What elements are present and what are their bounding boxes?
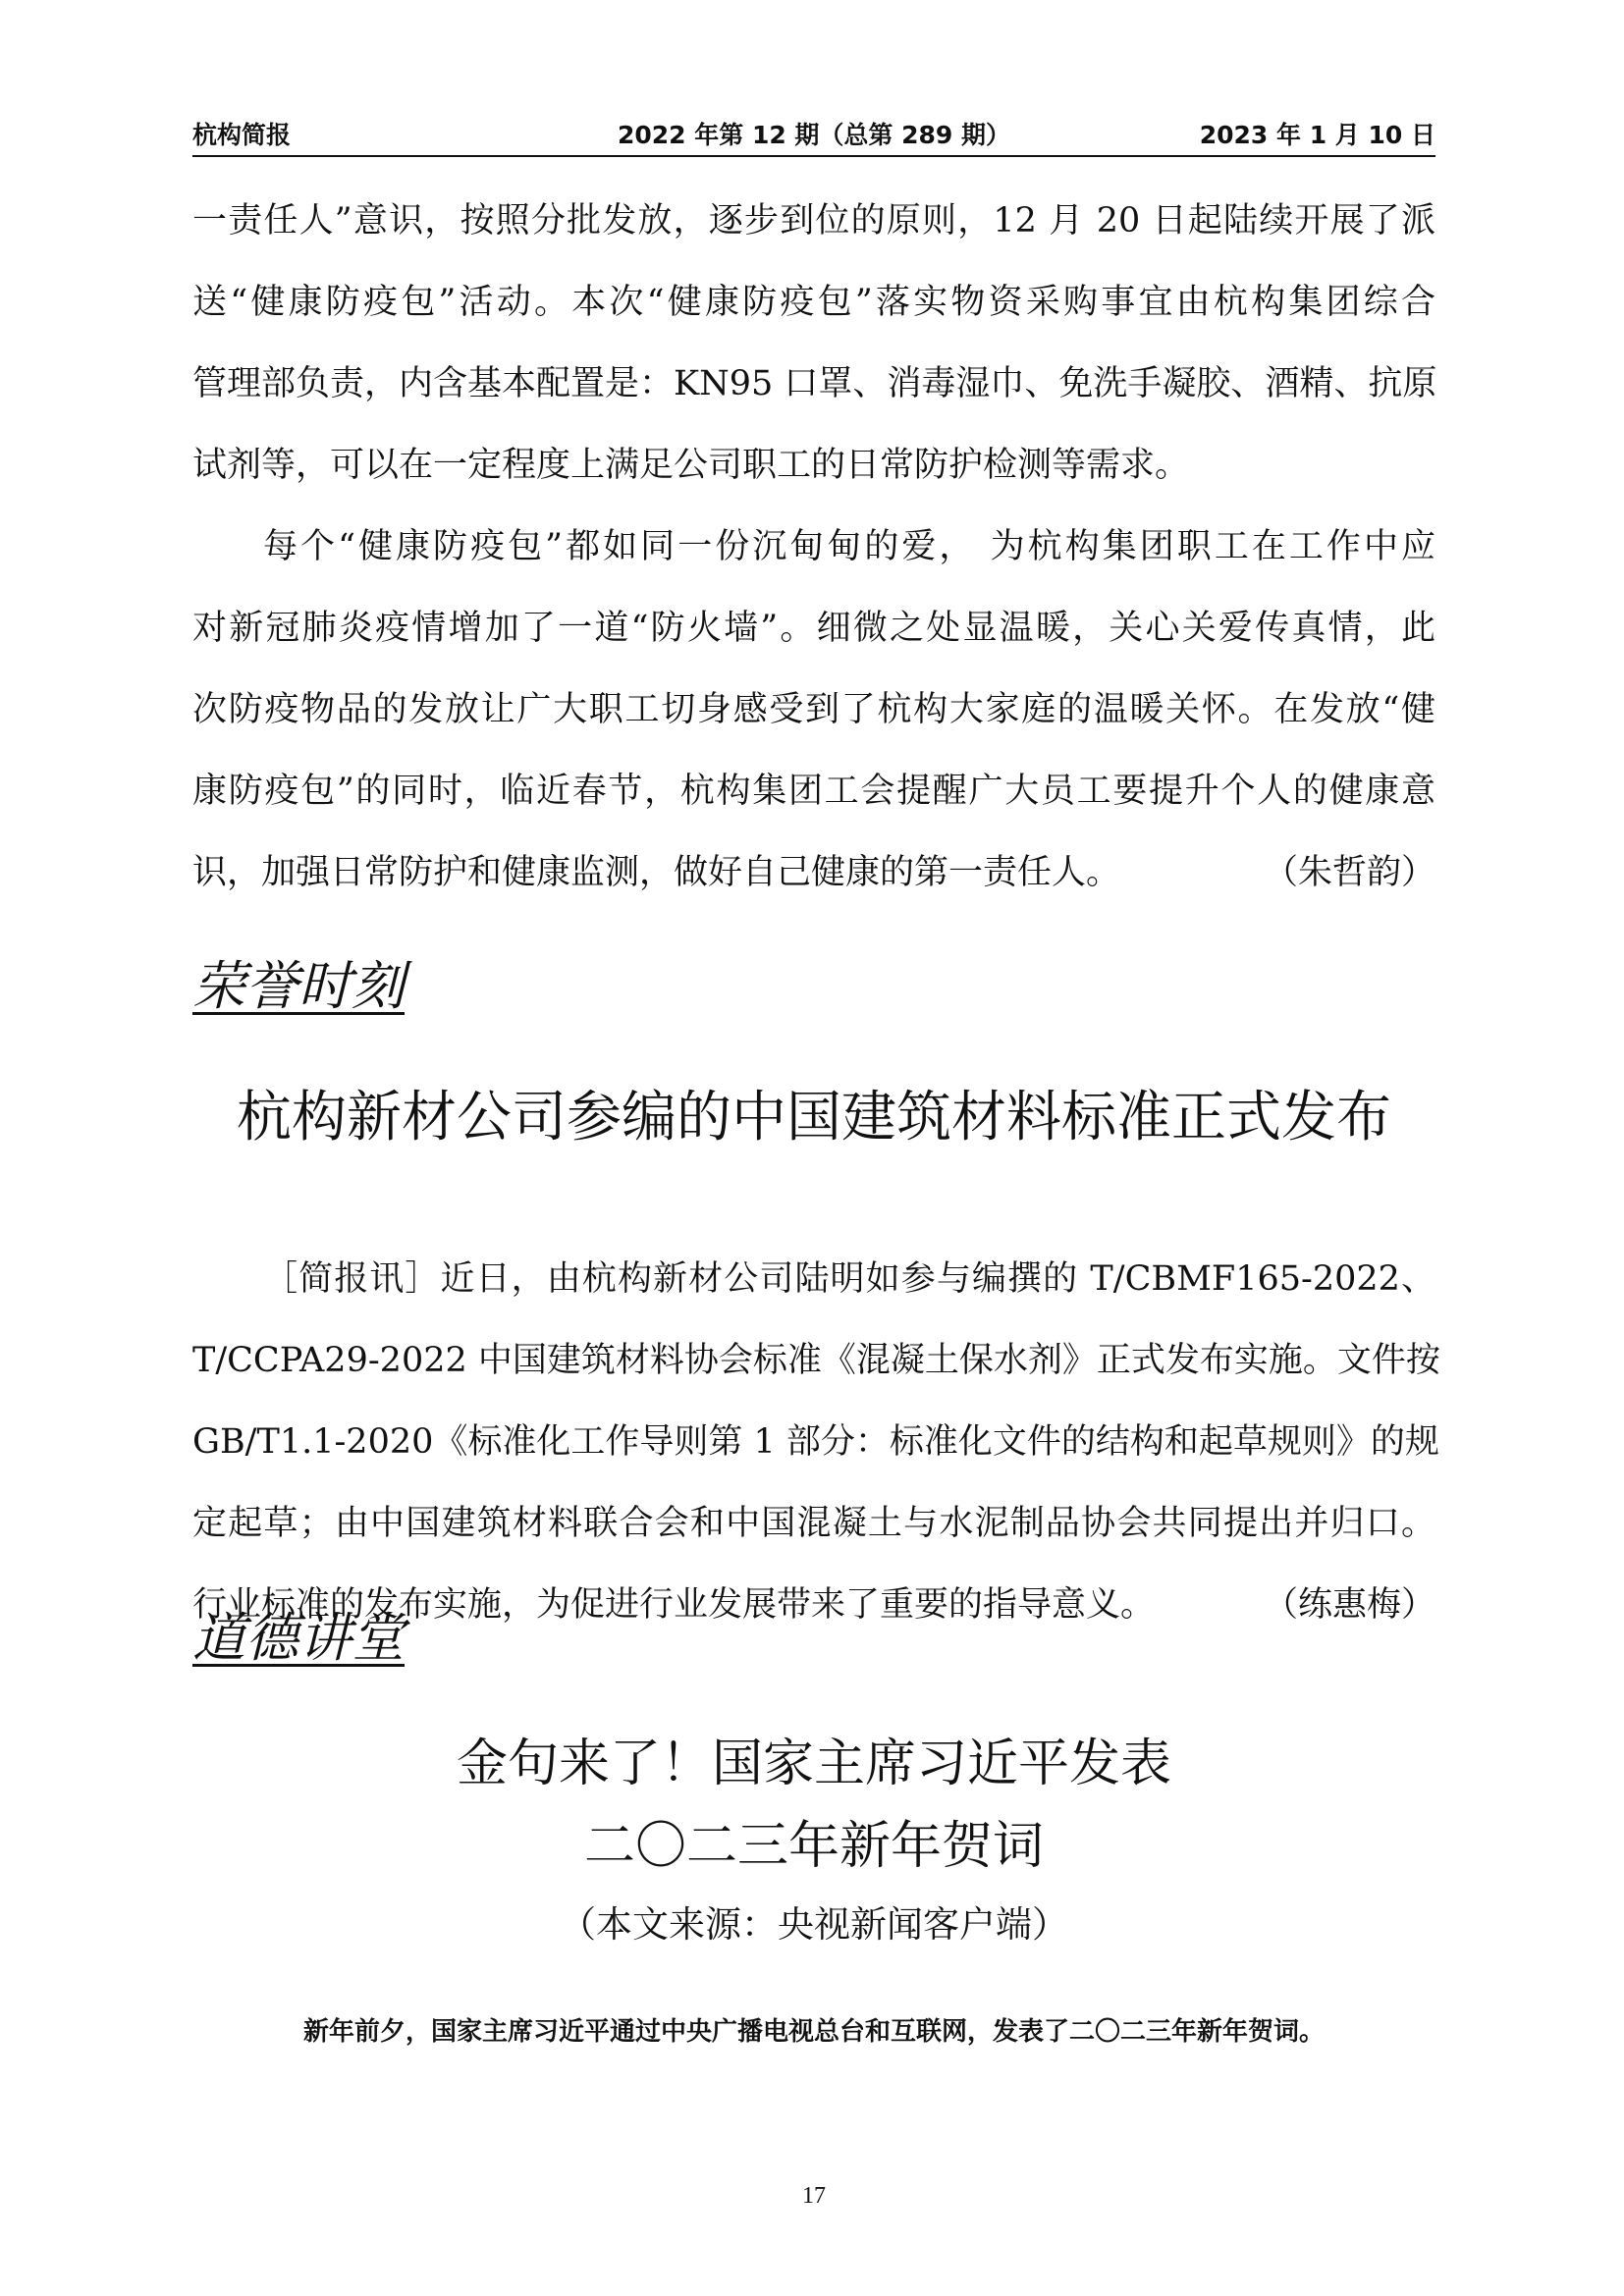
header-issue-number: 2022 年第 12 期（总第 289 期） (617, 121, 1011, 149)
paragraph-line: GB/T1.1-2020《标准化工作导则第 1 部分：标准化文件的结构和起草规则》的规 (192, 1422, 1439, 1462)
author-signature: （朱哲韵） (1263, 853, 1435, 892)
header-date: 2023 年 1 月 10 日 (1199, 121, 1435, 149)
article-continuation (192, 181, 1435, 914)
paragraph-line: 管理部负责，内含基本配置是：KN95 口罩、消毒湿巾、免洗手凝胶、酒精、抗原 (192, 364, 1437, 403)
paragraph-line: 试剂等，可以在一定程度上满足公司职工的日常防护检测等需求。 (192, 446, 1190, 485)
paragraph-line: 行业标准的发布实施，为促进行业发展带来了重要的指导意义。 (192, 1585, 1156, 1625)
article-source: （本文来源：央视新闻客户端） (560, 1903, 1068, 1946)
paragraph-line: 每个“健康防疫包”都如同一份沉甸甸的爱， 为杭构集团职工在工作中应 (263, 527, 1435, 566)
article-title-standard: 杭构新材公司参编的中国建筑材料标准正式发布 (237, 1086, 1391, 1149)
section-heading-honor: 荣誉时刻 (192, 955, 405, 1017)
paragraph-line-with-signature (192, 832, 1435, 914)
paragraph-line: T/CCPA29-2022 中国建筑材料协会标准《混凝土保水剂》正式发布实施。文件按 (192, 1341, 1440, 1380)
paragraph-line: ［简报讯］近日，由杭构新材公司陆明如参与编撰的 T/CBMF165-2022、 (263, 1259, 1435, 1299)
page-number: 17 (802, 2183, 826, 2209)
article-title-line2: 二〇二三年新年贺词 (583, 1817, 1044, 1876)
newsletter-page (192, 98, 1440, 2258)
paragraph-line: 定起草；由中国建筑材料联合会和中国混凝土与水泥制品协会共同提出并归口。 (192, 1504, 1435, 1543)
header-publication-name: 杭构简报 (192, 121, 292, 149)
paragraph-line: 送“健康防疫包”活动。本次“健康防疫包”落实物资采购事宜由杭构集团综合 (192, 283, 1435, 322)
author-signature: （练惠梅） (1263, 1585, 1435, 1625)
article-body-standard (192, 1239, 1440, 1646)
paragraph-line: 识，加强日常防护和健康监测，做好自己健康的第一责任人。 (192, 853, 1121, 892)
paragraph-line: 康防疫包”的同时，临近春节，杭构集团工会提醒广大员工要提升个人的健康意 (192, 772, 1435, 811)
article-title-line1: 金句来了！国家主席习近平发表 (456, 1735, 1171, 1793)
paragraph-line: 对新冠肺炎疫情增加了一道“防火墙”。细微之处显温暖，关心关爱传真情，此 (192, 609, 1435, 648)
running-header (192, 116, 1435, 157)
article-lead: 新年前夕，国家主席习近平通过中央广播电视总台和互联网，发表了二〇二三年新年贺词。 (302, 2017, 1325, 2047)
paragraph-line: 次防疫物品的发放让广大职工切身感受到了杭构大家庭的温暖关怀。在发放“健 (192, 690, 1435, 729)
section-heading-ethics: 道德讲堂 (192, 1607, 405, 1669)
paragraph-line: 一责任人”意识，按照分批发放，逐步到位的原则，12 月 20 日起陆续开展了派 (192, 201, 1435, 240)
